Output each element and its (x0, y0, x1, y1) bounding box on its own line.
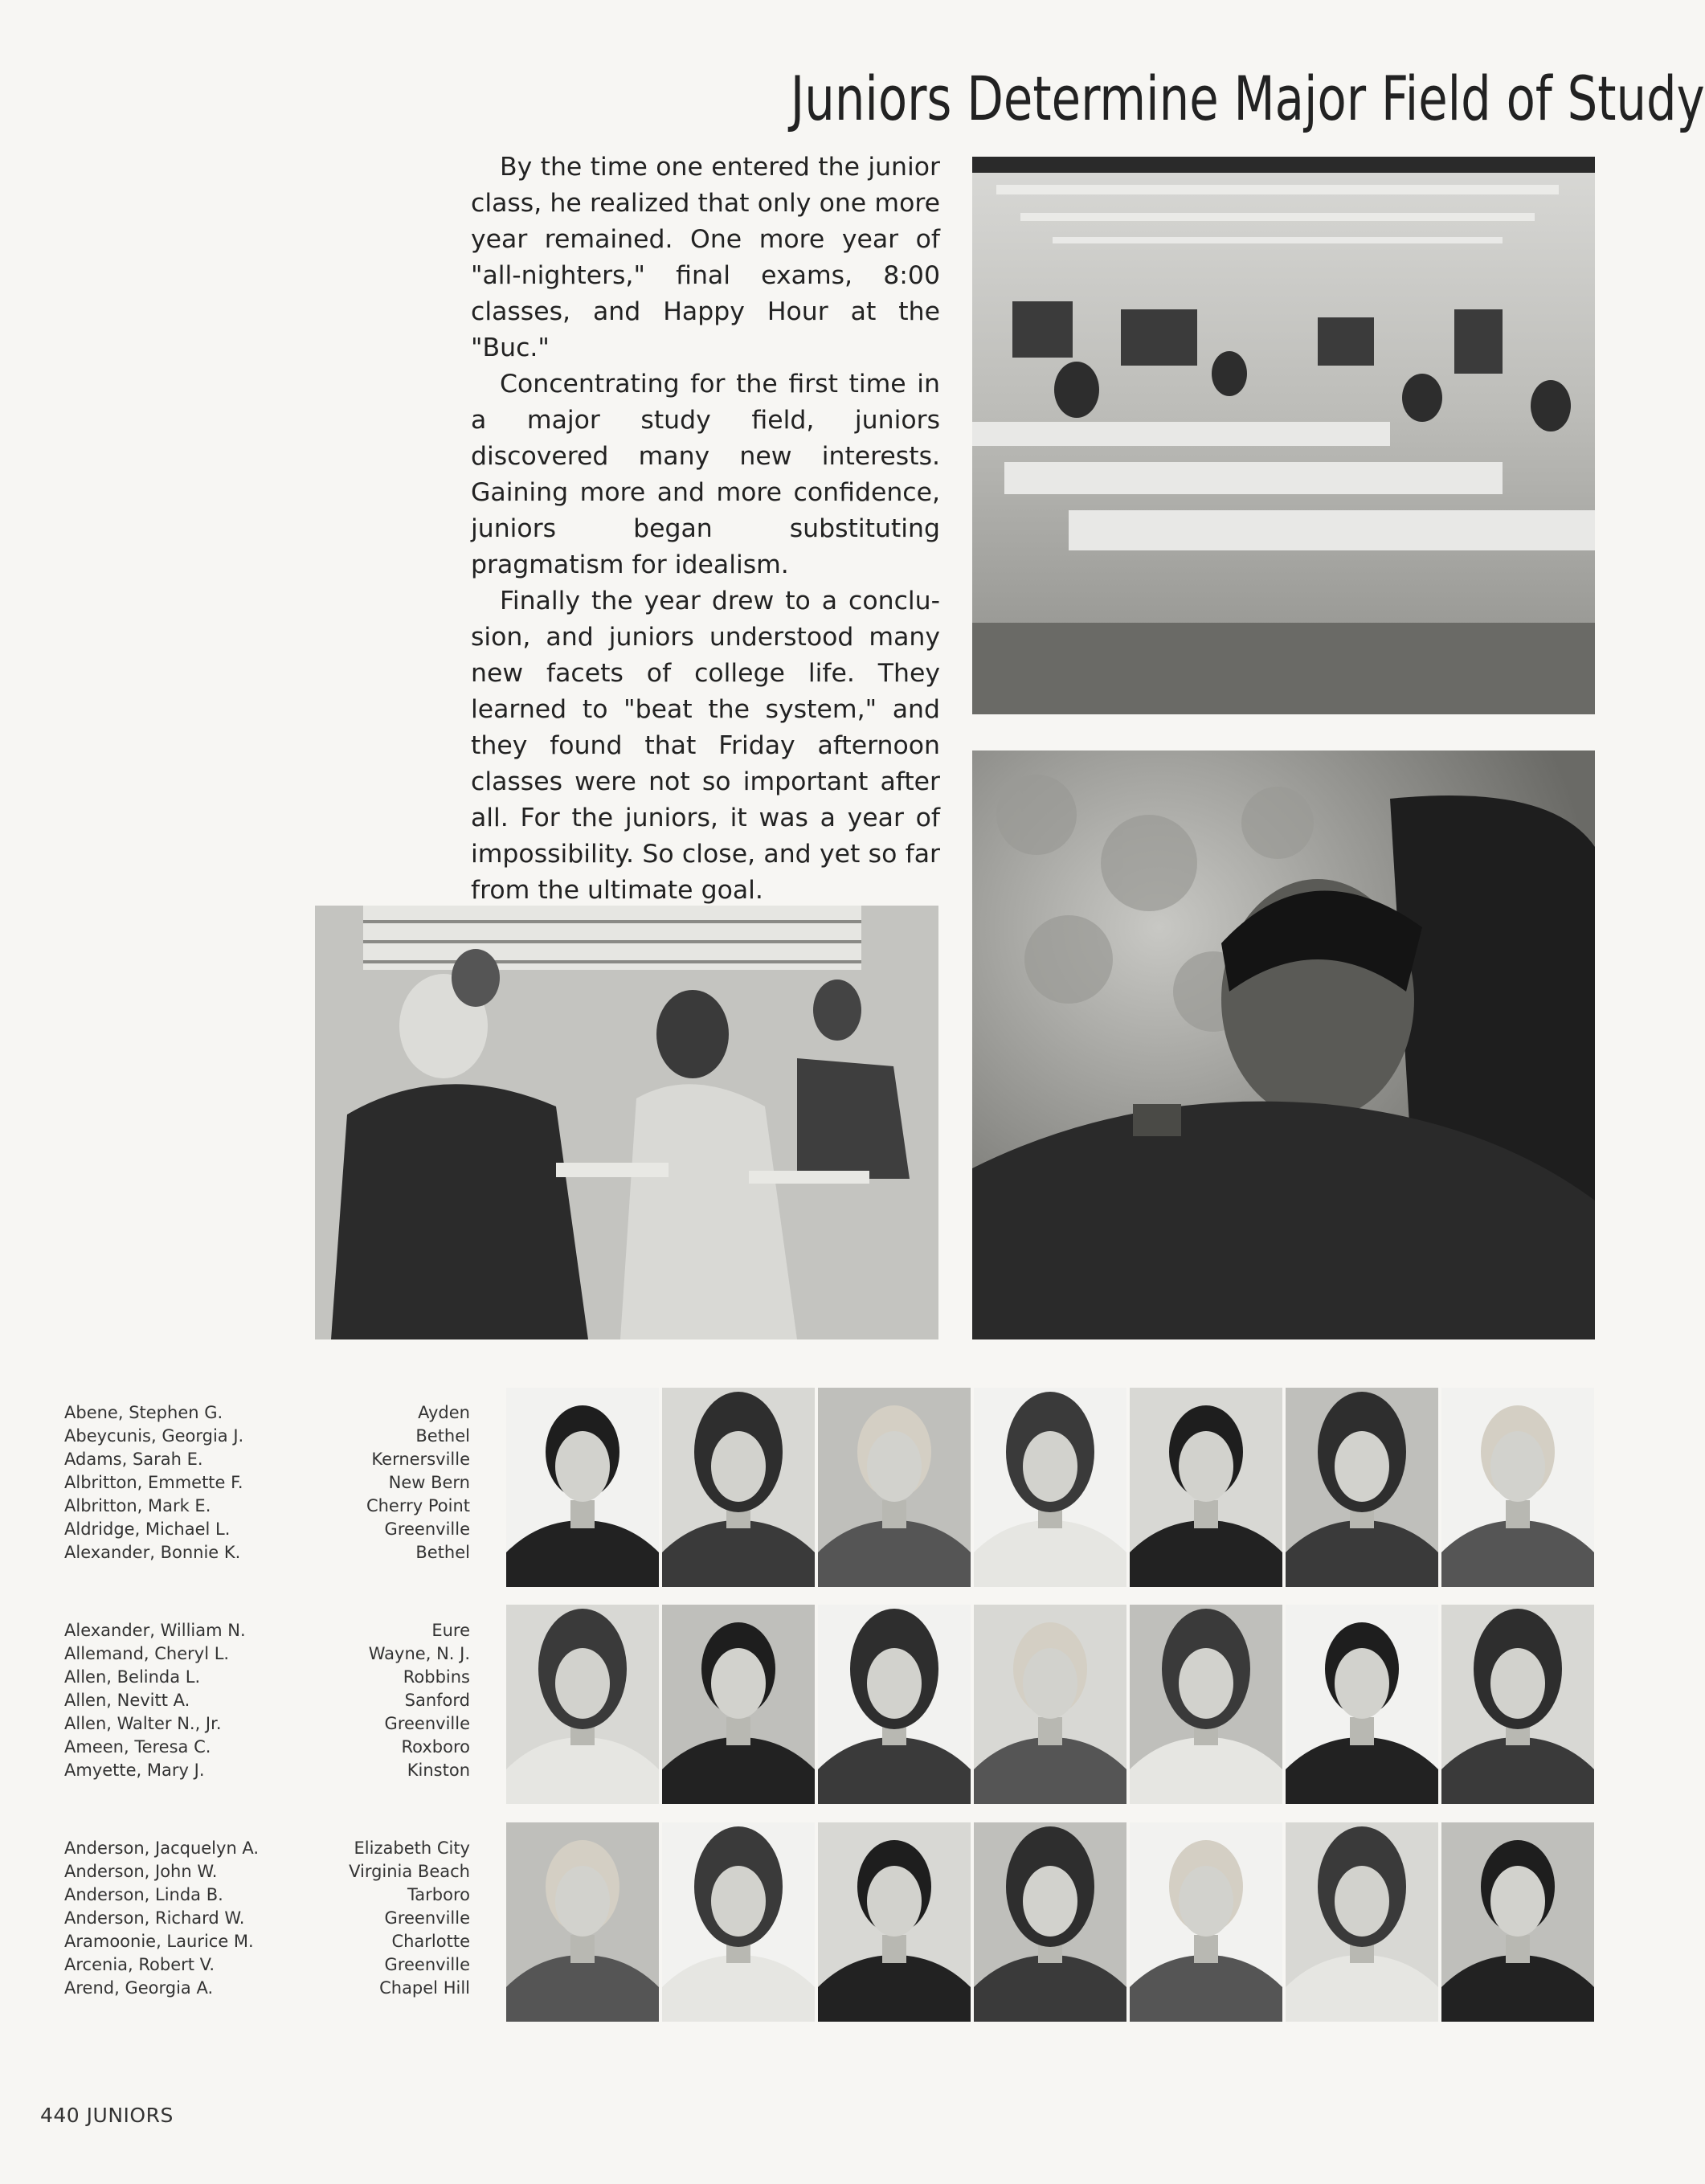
student-portrait (662, 1605, 815, 1804)
student-name: Amyette, Mary J. (64, 1761, 205, 1780)
roster-names-group-3 (64, 1837, 305, 2000)
article-paragraph: By the time one entered the junior class, he realized that only one more year remained. One more year of "all-nighters," final exams, 8:00 classes, and Happy Hour at the "Buc." (471, 153, 940, 362)
student-name: Alexander, William N. (64, 1621, 246, 1640)
student-portrait (818, 1388, 971, 1587)
student-name: Aramoonie, Laurice M. (64, 1932, 254, 1951)
roster-towns-group-2 (305, 1619, 470, 1782)
roster-towns-group-1 (305, 1401, 470, 1564)
student-name: Anderson, Linda B. (64, 1885, 223, 1904)
student-portrait (818, 1605, 971, 1804)
roster-towns-group-3 (305, 1837, 470, 2000)
page-title: Juniors Determine Major Field of Study (790, 63, 1705, 134)
student-portrait (1286, 1605, 1438, 1804)
classroom-photo (315, 906, 938, 1339)
student-hometown: Tarboro (407, 1885, 470, 1904)
portrait-row-2 (506, 1605, 1595, 1804)
student-portrait (506, 1605, 659, 1804)
portrait-row-1 (506, 1388, 1595, 1587)
student-portrait (662, 1822, 815, 2022)
student-name: Adams, Sarah E. (64, 1450, 203, 1469)
student-hometown: Kinston (407, 1761, 470, 1780)
roster-names-group-1 (64, 1401, 305, 1564)
student-hometown: Kernersville (371, 1450, 470, 1469)
student-hometown: Bethel (415, 1426, 470, 1446)
student-name: Abene, Stephen G. (64, 1403, 223, 1422)
student-hometown: Sanford (404, 1691, 470, 1710)
student-name: Anderson, Jacquelyn A. (64, 1838, 260, 1858)
student-portrait (818, 1822, 971, 2022)
student-hometown: Greenville (384, 1714, 470, 1733)
student-name: Anderson, Richard W. (64, 1908, 245, 1928)
student-name: Albritton, Emmette F. (64, 1473, 243, 1492)
student-portrait (1130, 1388, 1282, 1587)
student-hometown: New Bern (388, 1473, 470, 1492)
student-name: Albritton, Mark E. (64, 1496, 211, 1515)
student-portrait (506, 1388, 659, 1587)
student-hometown: Ayden (418, 1403, 470, 1422)
student-name: Ameen, Teresa C. (64, 1737, 211, 1757)
student-hometown: Wayne, N. J. (368, 1644, 470, 1663)
student-hometown: Greenville (384, 1955, 470, 1974)
student-name: Allen, Walter N., Jr. (64, 1714, 222, 1733)
student-hometown: Bethel (415, 1543, 470, 1562)
student-hometown: Cherry Point (366, 1496, 470, 1515)
roster-names-group-2 (64, 1619, 305, 1782)
page-folio: 440 JUNIORS (40, 2104, 174, 2127)
student-name: Arcenia, Robert V. (64, 1955, 215, 1974)
student-hometown: Greenville (384, 1908, 470, 1928)
student-portrait (974, 1388, 1126, 1587)
student-portrait (1286, 1822, 1438, 2022)
student-hometown: Chapel Hill (379, 1978, 470, 1998)
article-paragraph: Finally the year drew to a conclu-sion, and juniors understood many new facets of college life. They learned to "beat the system," and they found that Friday afternoon classes were not so important after all. For the juniors, it was a year of impossibility. So close, and yet so far from the ultimate goal. (471, 587, 940, 905)
article-body (471, 149, 940, 909)
student-name: Alexander, Bonnie K. (64, 1543, 241, 1562)
student-name: Abeycunis, Georgia J. (64, 1426, 244, 1446)
student-hometown: Robbins (403, 1667, 470, 1687)
student-hometown: Virginia Beach (349, 1862, 470, 1881)
student-hometown: Eure (431, 1621, 470, 1640)
student-hometown: Greenville (384, 1519, 470, 1539)
student-portrait (1441, 1822, 1594, 2022)
student-name: Allen, Nevitt A. (64, 1691, 190, 1710)
student-portrait (1130, 1822, 1282, 2022)
student-portrait (974, 1605, 1126, 1804)
student-name: Arend, Georgia A. (64, 1978, 214, 1998)
student-hometown: Charlotte (391, 1932, 470, 1951)
student-hometown: Roxboro (401, 1737, 470, 1757)
student-portrait (1441, 1605, 1594, 1804)
student-portrait (662, 1388, 815, 1587)
portrait-row-3 (506, 1822, 1595, 2022)
student-name: Allemand, Cheryl L. (64, 1644, 230, 1663)
student-portrait (974, 1822, 1126, 2022)
student-hometown: Elizabeth City (354, 1838, 470, 1858)
student-portrait (506, 1822, 659, 2022)
student-name: Allen, Belinda L. (64, 1667, 201, 1687)
student-portrait (1286, 1388, 1438, 1587)
article-paragraph: Concentrating for the first time in a major study field, juniors discovered many new interests. Gaining more and more confidence, juniors began substituting pragmatism for idealism. (471, 370, 940, 579)
student-portrait (1130, 1605, 1282, 1804)
student-name: Anderson, John W. (64, 1862, 218, 1881)
sleeping-student-photo (972, 750, 1595, 1339)
library-photo (972, 157, 1595, 714)
student-portrait (1441, 1388, 1594, 1587)
student-name: Aldridge, Michael L. (64, 1519, 231, 1539)
